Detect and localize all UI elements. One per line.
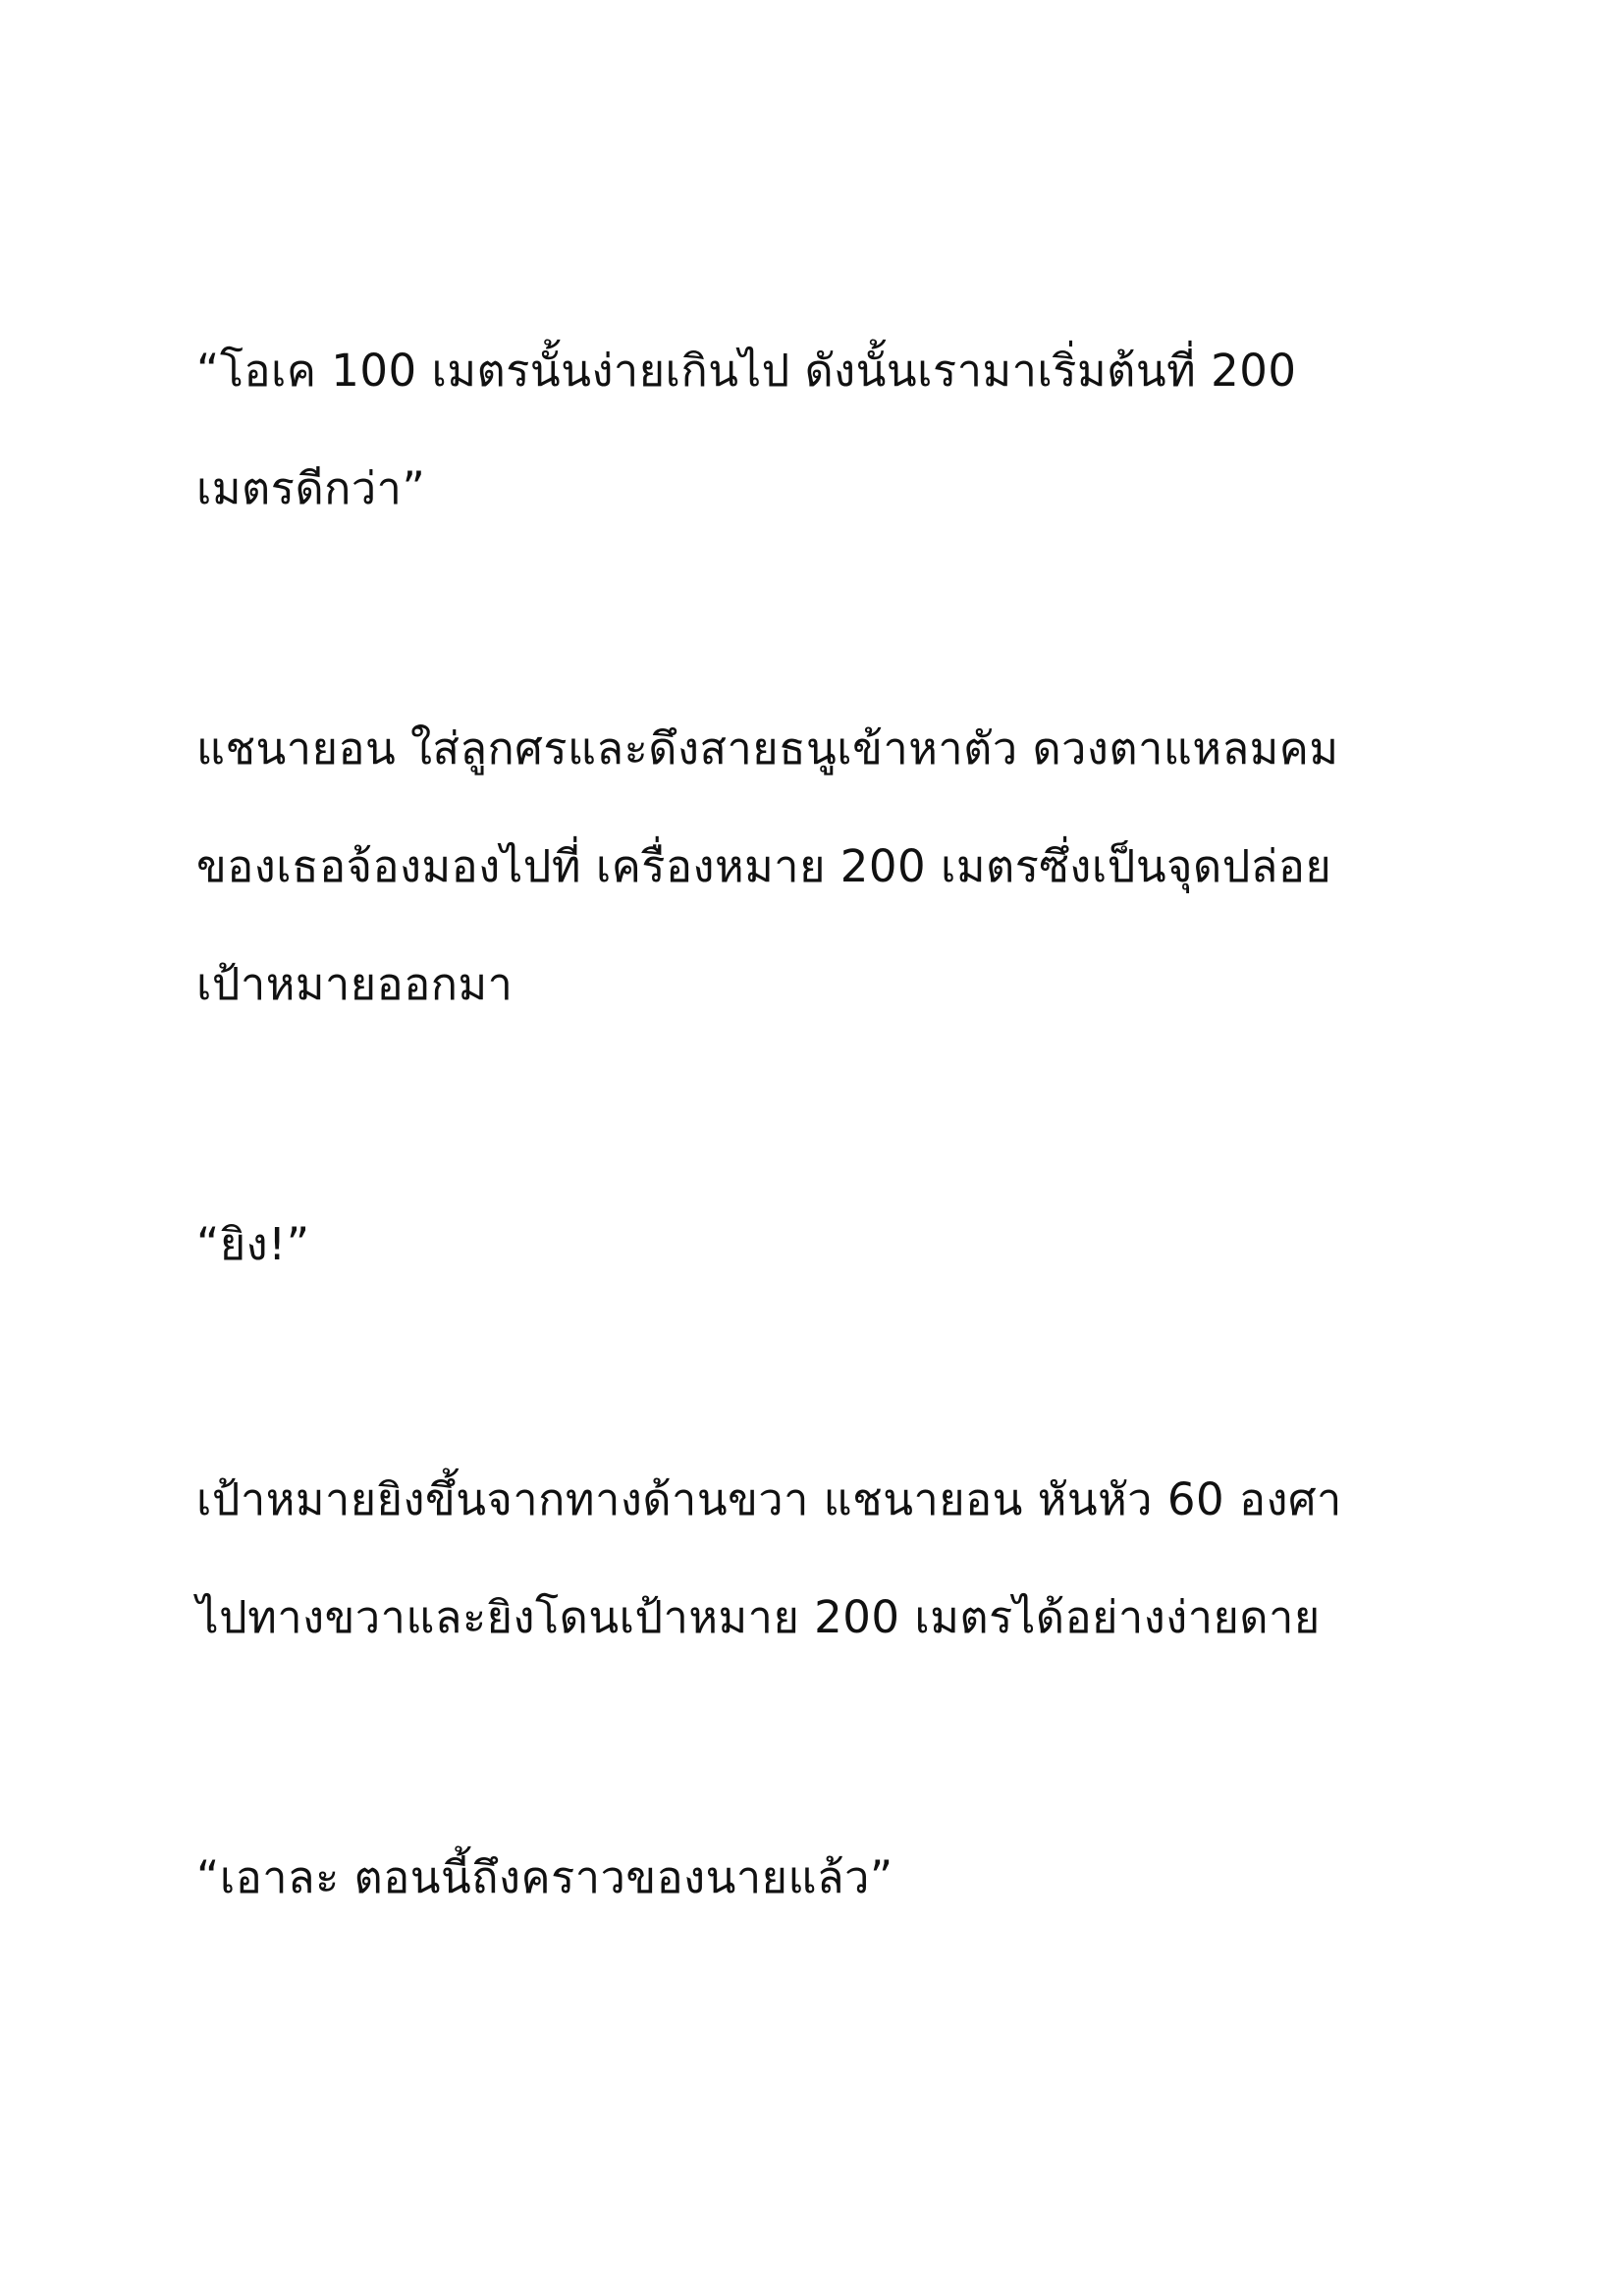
paragraph-4-line-2: ไปทางขวาและยิงโดนเป้าหมาย 200 เมตรได้อย่างง่ายดาย: [196, 1591, 1321, 1643]
paragraph-4-line-1: เป้าหมายยิงขึ้นจากทางด้านขวา แชนายอน หันหัว 60 องศา: [196, 1473, 1342, 1525]
paragraph-3-line-1: “ยิง!”: [196, 1218, 310, 1270]
paragraph-1-line-2: เมตรดีกว่า”: [196, 462, 426, 514]
paragraph-2-line-3: เป้าหมายออกมา: [196, 958, 514, 1010]
paragraph-1-line-1: “โอเค 100 เมตรนั้นง่ายเกินไป ดังนั้นเรามาเริ่มต้นที่ 200: [196, 345, 1297, 397]
paragraph-2-line-1: แชนายอน ใส่ลูกศรและดึงสายธนูเข้าหาตัว ดวงตาแหลมคม: [196, 722, 1339, 774]
paragraph-5-line-1: “เอาละ ตอนนี้ถึงคราวของนายแล้ว”: [196, 1851, 893, 1903]
paragraph-2-line-2: ของเธอจ้องมองไปที่ เครื่องหมาย 200 เมตรซึ่งเป็นจุดปล่อย: [196, 840, 1332, 892]
